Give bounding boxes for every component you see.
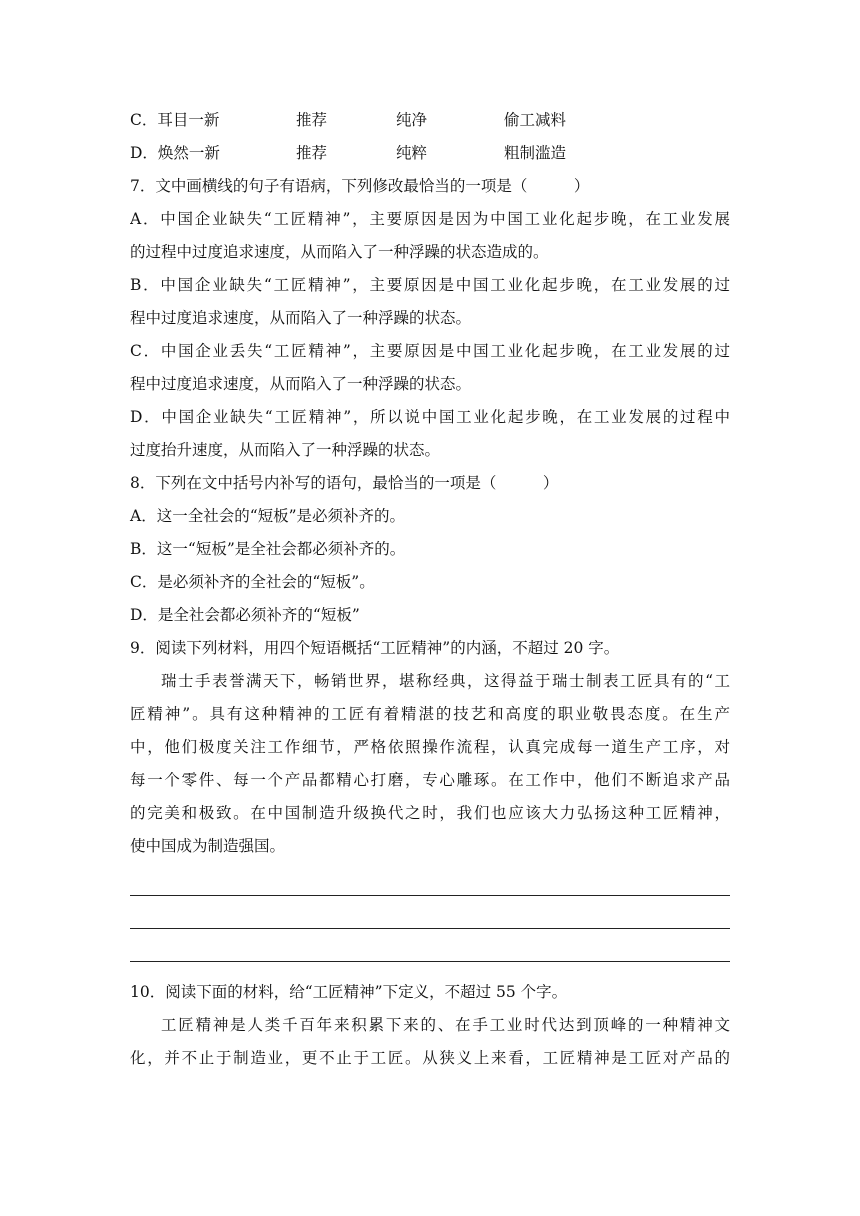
- question-9-passage-line: 的完美和极致。在中国制造升级换代之时，我们也应该大力弘扬这种工匠精神，: [130, 804, 730, 822]
- question-7-option-c-line-2: 程中过度追求速度，从而陷入了一种浮躁的状态。: [130, 375, 472, 393]
- question-8-option-b: B．这一“短板”是全社会都必须补齐的。: [130, 540, 406, 558]
- question-7-option-b-line-1: B．中国企业缺失“工匠精神”，主要原因是中国工业化起步晚，在工业发展的过: [130, 276, 730, 294]
- question-7-option-a-line-1: A．中国企业缺失“工匠精神”，主要原因是因为中国工业化起步晚，在工业发展: [130, 210, 730, 228]
- question-8-option-c: C．是必须补齐的全社会的“短板”。: [130, 573, 375, 591]
- question-10-passage-line: 化，并不止于制造业，更不止于工匠。从狭义上来看，工匠精神是工匠对产品的: [130, 1049, 730, 1067]
- question-9-passage-line: 匠精神”。具有这种精神的工匠有着精湛的技艺和高度的职业敬畏态度。在生产: [130, 705, 730, 723]
- question-8-option-a: A．这一全社会的“短板”是必须补齐的。: [130, 507, 406, 525]
- question-10-stem: 10．阅读下面的材料，给“工匠精神”下定义，不超过 55 个字。: [130, 983, 568, 1001]
- question-7-option-d-line-1: D．中国企业缺失“工匠精神”，所以说中国工业化起步晚，在工业发展的过程中: [130, 408, 730, 426]
- option-word-2: 纯粹: [396, 144, 428, 162]
- option-word-1: 推荐: [296, 111, 328, 129]
- exam-page: [130, 104, 730, 1075]
- option-row-d: [130, 137, 730, 170]
- question-9-stem: 9．阅读下列材料，用四个短语概括“工匠精神”的内涵，不超过 20 字。: [130, 639, 620, 657]
- question-7-option-d-line-2: 过度抬升速度，从而陷入了一种浮躁的状态。: [130, 441, 441, 459]
- question-7-stem: 7．文中画横线的句子有语病，下列修改最恰当的一项是（ ）: [130, 177, 590, 195]
- option-word-3: 偷工减料: [504, 111, 567, 129]
- option-word-1: 推荐: [296, 144, 328, 162]
- question-9-passage-line: 每一个零件、每一个产品都精心打磨，专心雕琢。在工作中，他们不断追求产品: [130, 771, 730, 789]
- option-word-2: 纯净: [396, 111, 428, 129]
- option-word-3: 粗制滥造: [504, 144, 567, 162]
- question-10-passage-line: 工匠精神是人类千百年来积累下来的、在手工业时代达到顶峰的一种精神文: [161, 1016, 730, 1034]
- question-9-passage-line: 中，他们极度关注工作细节，严格依照操作流程，认真完成每一道生产工序，对: [130, 738, 730, 756]
- option-row-c: [130, 104, 730, 137]
- answer-line[interactable]: [130, 863, 730, 896]
- question-8-stem: 8．下列在文中括号内补写的语句，最恰当的一项是（ ）: [130, 474, 559, 492]
- answer-line[interactable]: [130, 929, 730, 962]
- option-label: D．焕然一新: [130, 144, 220, 162]
- question-8-option-d: D．是全社会都必须补齐的“短板”: [130, 606, 360, 624]
- question-7-option-a-line-2: 的过程中过度追求速度，从而陷入了一种浮躁的状态造成的。: [130, 243, 549, 261]
- option-label: C．耳目一新: [130, 111, 220, 129]
- question-9-passage-line: 使中国成为制造强国。: [130, 837, 286, 855]
- question-7-option-b-line-2: 程中过度追求速度，从而陷入了一种浮躁的状态。: [130, 309, 472, 327]
- answer-line[interactable]: [130, 896, 730, 929]
- question-9-passage-line: 瑞士手表誉满天下，畅销世界，堪称经典，这得益于瑞士制表工匠具有的“工: [161, 672, 730, 690]
- question-7-option-c-line-1: C．中国企业丢失“工匠精神”，主要原因是中国工业化起步晚，在工业发展的过: [130, 342, 730, 360]
